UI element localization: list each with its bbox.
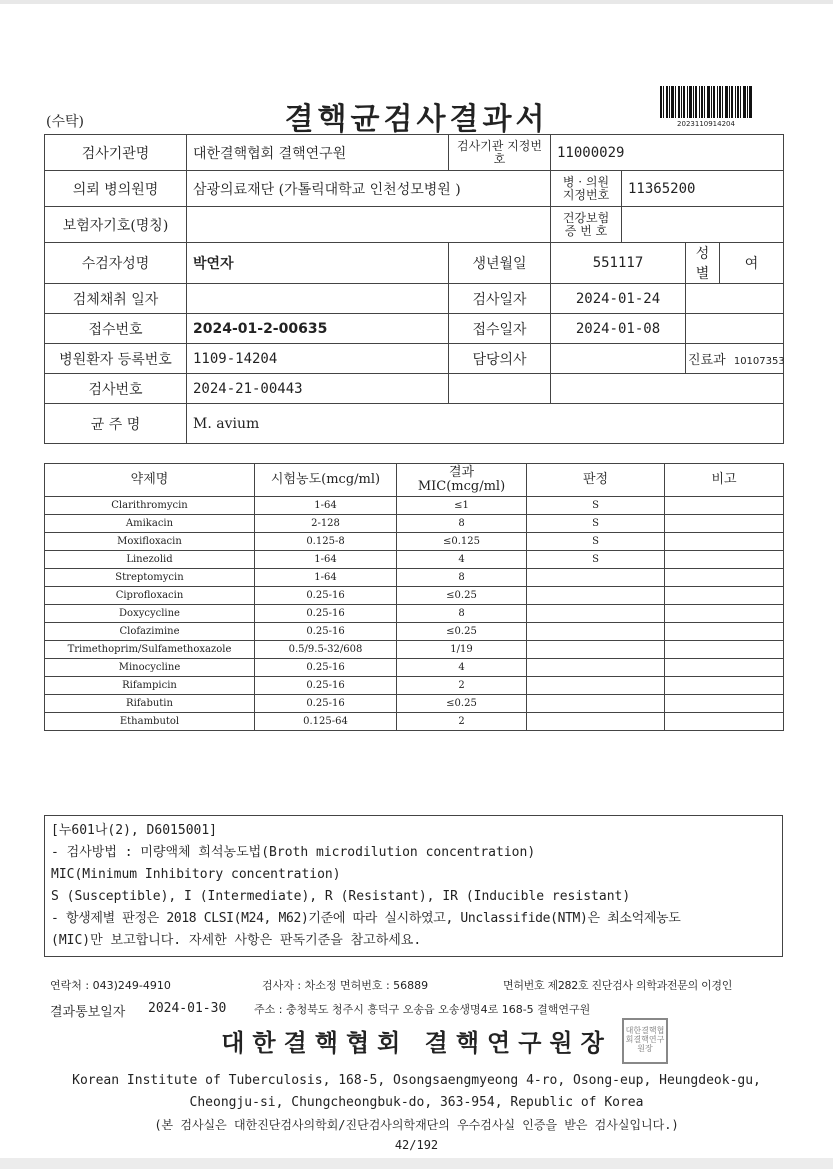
cell-drug: Streptomycin xyxy=(45,569,255,587)
sex-label: 성별 xyxy=(686,243,720,284)
request-type: (수탁) xyxy=(46,114,84,130)
cell-mic: 2 xyxy=(397,677,527,695)
page-number: 42/192 xyxy=(394,1138,439,1152)
official-seal: 대한결핵협회결핵연구원장 xyxy=(622,1018,668,1064)
col-mic-line1: 결과 xyxy=(448,465,475,480)
cell-interp: S xyxy=(527,497,665,515)
receipt-no-value: 2024-01-2-00635 xyxy=(187,314,449,344)
cell-drug: Clarithromycin xyxy=(45,497,255,515)
cell-remark xyxy=(665,515,784,533)
cell-remark xyxy=(665,623,784,641)
bottom-edge xyxy=(0,1158,833,1169)
cell-interp xyxy=(527,659,665,677)
cell-range: 0.5/9.5-32/608 xyxy=(255,641,397,659)
cell-mic: 8 xyxy=(397,515,527,533)
note-line: - 검사방법 : 미량액체 희석농도법(Broth microdilution concentration) xyxy=(51,845,536,860)
cell-drug: Doxycycline xyxy=(45,605,255,623)
cell-range: 0.125-8 xyxy=(255,533,397,551)
cell-range: 1-64 xyxy=(255,569,397,587)
health-ins-label: 건강보험 증 번 호 xyxy=(551,207,622,243)
cell-interp xyxy=(527,605,665,623)
cell-mic: ≤0.25 xyxy=(397,623,527,641)
sex-value: 여 xyxy=(720,243,784,284)
tester: 검사자 : 차소정 면허번호 : 56889 xyxy=(262,979,429,992)
cell-remark xyxy=(665,713,784,731)
cell-mic: 8 xyxy=(397,569,527,587)
cell-interp xyxy=(527,695,665,713)
contact: 연락처 : 043)249-4910 xyxy=(50,979,171,992)
cell-drug: Moxifloxacin xyxy=(45,533,255,551)
collect-value xyxy=(187,284,449,314)
lab-code-label: 검사기관 지정번호 xyxy=(449,135,551,171)
birth-value: 551117 xyxy=(551,243,686,284)
doctor-value xyxy=(551,344,686,374)
cell-drug: Trimethoprim/Sulfamethoxazole xyxy=(45,641,255,659)
cell-mic: ≤0.125 xyxy=(397,533,527,551)
note-line: MIC(Minimum Inhibitory concentration) xyxy=(51,867,341,882)
notify-label: 결과통보일자 xyxy=(50,1005,126,1020)
cell-range: 0.125-64 xyxy=(255,713,397,731)
table-row xyxy=(45,659,784,677)
table-row xyxy=(45,533,784,551)
col-remark: 비고 xyxy=(665,464,784,497)
lab-label: 검사기관명 xyxy=(45,135,187,171)
cell-range: 0.25-16 xyxy=(255,605,397,623)
cell-interp xyxy=(527,569,665,587)
insured-label: 보험자기호(명칭) xyxy=(45,207,187,243)
receipt-date-value: 2024-01-08 xyxy=(551,314,686,344)
cell-remark xyxy=(665,497,784,515)
cell-mic: 2 xyxy=(397,713,527,731)
notify-date: 2024-01-30 xyxy=(148,1001,227,1016)
table-row xyxy=(45,623,784,641)
exam-no-label: 검사번호 xyxy=(45,374,187,404)
table-row xyxy=(45,515,784,533)
cell-range: 1-64 xyxy=(255,551,397,569)
cell-range: 2-128 xyxy=(255,515,397,533)
reg-no-label: 병원환자 등록번호 xyxy=(45,344,187,374)
test-date-blank xyxy=(686,284,784,314)
health-ins-value xyxy=(622,207,784,243)
cell-mic: ≤0.25 xyxy=(397,587,527,605)
col-drug: 약제명 xyxy=(45,464,255,497)
cell-interp xyxy=(527,713,665,731)
note-line: [누601나(2), D6015001] xyxy=(51,823,217,838)
receipt-date-blank xyxy=(686,314,784,344)
cell-mic: ≤1 xyxy=(397,497,527,515)
english-address-2: Cheongju-si, Chungcheongbuk-do, 363-954, Republic of Korea xyxy=(189,1095,644,1110)
cell-mic: 4 xyxy=(397,551,527,569)
col-range: 시험농도(mcg/ml) xyxy=(255,464,397,497)
hospital-code-value: 11365200 xyxy=(622,171,784,207)
institute-name: 대한결핵협회 결핵연구원장 xyxy=(221,1029,612,1057)
lab-code-value: 11000029 xyxy=(551,135,784,171)
hospital-label: 의뢰 병의원명 xyxy=(45,171,187,207)
table-row xyxy=(45,551,784,569)
reg-no-value: 1109-14204 xyxy=(187,344,449,374)
dept-cell xyxy=(686,344,784,374)
cell-remark xyxy=(665,659,784,677)
insured-value xyxy=(187,207,551,243)
cell-range: 0.25-16 xyxy=(255,677,397,695)
cell-interp xyxy=(527,641,665,659)
hospital-code-label: 병 · 의원 지정번호 xyxy=(551,171,622,207)
lab-value: 대한결핵협회 결핵연구원 xyxy=(187,135,449,171)
cell-interp: S xyxy=(527,515,665,533)
test-date-value: 2024-01-24 xyxy=(551,284,686,314)
cell-drug: Ciprofloxacin xyxy=(45,587,255,605)
top-edge xyxy=(0,0,833,4)
note-line: S (Susceptible), I (Intermediate), R (Resistant), IR (Inducible resistant) xyxy=(51,889,631,904)
patient-label: 수검자성명 xyxy=(45,243,187,284)
table-row xyxy=(45,497,784,515)
cell-range: 0.25-16 xyxy=(255,659,397,677)
cell-interp xyxy=(527,587,665,605)
exam-no-value: 2024-21-00443 xyxy=(187,374,449,404)
cell-interp xyxy=(527,677,665,695)
cell-interp: S xyxy=(527,551,665,569)
table-row xyxy=(45,587,784,605)
cell-mic: 1/19 xyxy=(397,641,527,659)
address: 주소 : 충청북도 청주시 흥덕구 오송읍 오송생명4로 168-5 결핵연구원 xyxy=(254,1003,591,1016)
cell-mic: ≤0.25 xyxy=(397,695,527,713)
specialist: 면허번호 제282호 진단검사 의학과전문의 이경인 xyxy=(503,979,733,992)
col-mic xyxy=(397,464,527,497)
cell-interp xyxy=(527,623,665,641)
cell-remark xyxy=(665,551,784,569)
patient-value: 박연자 xyxy=(187,243,449,284)
cell-drug: Rifabutin xyxy=(45,695,255,713)
cell-range: 0.25-16 xyxy=(255,695,397,713)
cell-drug: Ethambutol xyxy=(45,713,255,731)
exam-no-blank-1 xyxy=(449,374,551,404)
species-label: 균 주 명 xyxy=(45,404,187,444)
col-interp: 판정 xyxy=(527,464,665,497)
dept-label: 진료과 xyxy=(688,353,726,368)
cell-mic: 8 xyxy=(397,605,527,623)
receipt-no-label: 접수번호 xyxy=(45,314,187,344)
receipt-date-label: 접수일자 xyxy=(449,314,551,344)
dept-value: 10107353 xyxy=(733,356,785,367)
note-line: (MIC)만 보고합니다. 자세한 사항은 판독기준을 참고하세요. xyxy=(51,933,422,948)
cell-drug: Minocycline xyxy=(45,659,255,677)
table-row xyxy=(45,605,784,623)
cell-range: 1-64 xyxy=(255,497,397,515)
barcode-number: 2023110914204 xyxy=(677,120,735,128)
cell-remark xyxy=(665,587,784,605)
cell-mic: 4 xyxy=(397,659,527,677)
cell-interp: S xyxy=(527,533,665,551)
birth-label: 생년월일 xyxy=(449,243,551,284)
cell-drug: Amikacin xyxy=(45,515,255,533)
hospital-value: 삼광의료재단 (가톨릭대학교 인천성모병원 ) xyxy=(187,171,551,207)
cell-remark xyxy=(665,533,784,551)
barcode-icon xyxy=(660,86,752,118)
cell-remark xyxy=(665,605,784,623)
cell-remark xyxy=(665,641,784,659)
cell-drug: Rifampicin xyxy=(45,677,255,695)
cell-range: 0.25-16 xyxy=(255,623,397,641)
document-title: 결핵균검사결과서 xyxy=(284,102,549,137)
patient-info-table xyxy=(44,134,784,444)
test-date-label: 검사일자 xyxy=(449,284,551,314)
table-row xyxy=(45,713,784,731)
cell-range: 0.25-16 xyxy=(255,587,397,605)
certification-note: (본 검사실은 대한진단검사의학회/진단검사의학재단의 우수검사실 인증을 받은 검사실입니다.) xyxy=(154,1118,679,1132)
table-row xyxy=(45,569,784,587)
table-row xyxy=(45,695,784,713)
table-row xyxy=(45,677,784,695)
cell-remark xyxy=(665,569,784,587)
col-mic-line2: MIC(mcg/ml) xyxy=(417,479,506,494)
cell-remark xyxy=(665,695,784,713)
english-address-1: Korean Institute of Tuberculosis, 168-5, Osongsaengmyeong 4-ro, Osong-eup, Heungdeok-gu, xyxy=(72,1073,761,1088)
note-line: - 항생제별 판정은 2018 CLSI(M24, M62)기준에 따라 실시하였고, Unclassifide(NTM)은 최소억제농도 xyxy=(51,911,681,926)
cell-remark xyxy=(665,677,784,695)
cell-drug: Linezolid xyxy=(45,551,255,569)
table-row xyxy=(45,641,784,659)
species-value: M. avium xyxy=(187,404,784,444)
susceptibility-table xyxy=(44,463,784,731)
cell-drug: Clofazimine xyxy=(45,623,255,641)
doctor-label: 담당의사 xyxy=(449,344,551,374)
collect-label: 검체채취 일자 xyxy=(45,284,187,314)
notes-box xyxy=(44,815,783,957)
exam-no-blank-2 xyxy=(551,374,784,404)
